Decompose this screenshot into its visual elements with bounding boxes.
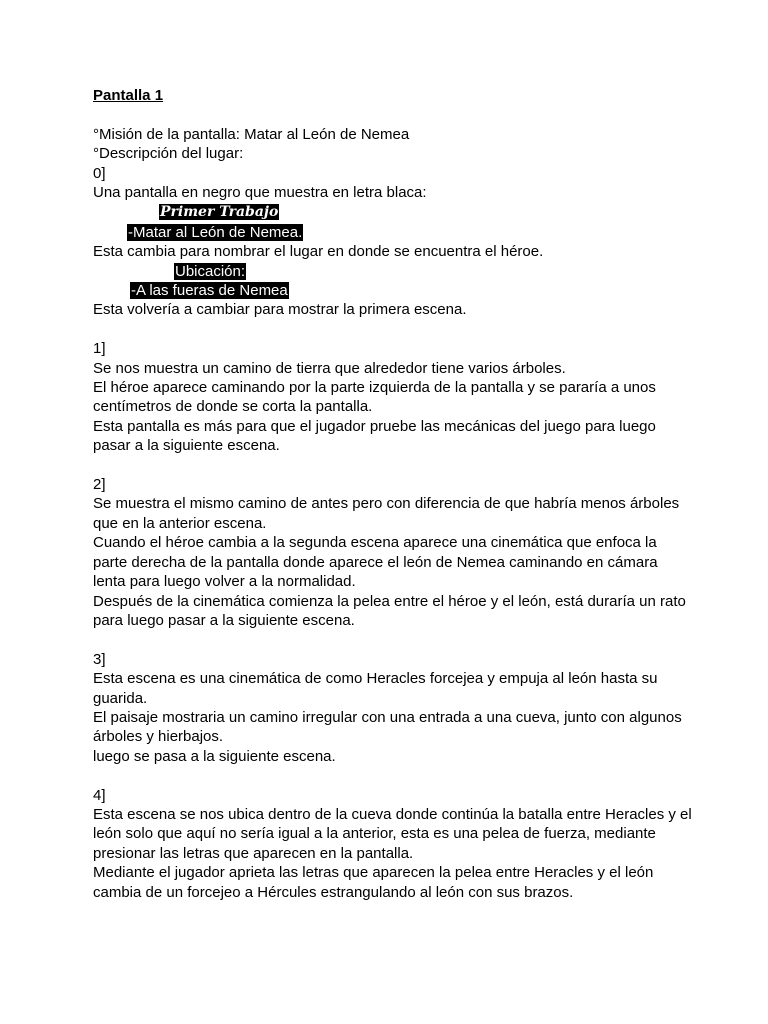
mission-line: °Misión de la pantalla: Matar al León de Nemea bbox=[93, 125, 410, 143]
scene-0-transition-2: Esta volvería a cambiar para mostrar la primera escena. bbox=[93, 301, 467, 319]
scene-1-label: 1] bbox=[93, 340, 106, 358]
highlight-fueras-nemea: -A las fueras de Nemea bbox=[131, 282, 288, 300]
highlight-matar-leon: -Matar al León de Nemea. bbox=[128, 223, 303, 241]
scene-0-intro: Una pantalla en negro que muestra en letra blaca: bbox=[93, 184, 427, 202]
scene-1-paragraph-1: Se nos muestra un camino de tierra que alrededor tiene varios árboles. bbox=[93, 359, 566, 377]
scene-4-paragraph-2: Mediante el jugador aprieta las letras que aparecen la pelea entre Heracles y el león cambia de un forcejeo a Hércules estrangulando al león con sus brazos. bbox=[93, 864, 654, 901]
scene-2-label: 2] bbox=[93, 476, 106, 494]
spacer bbox=[93, 320, 693, 339]
spacer bbox=[93, 766, 693, 785]
spacer bbox=[93, 630, 693, 649]
scene-0-transition-1: Esta cambia para nombrar el lugar en donde se encuentra el héroe. bbox=[93, 243, 544, 261]
scene-2-paragraph-3: Después de la cinemática comienza la pelea entre el héroe y el león, está duraría un rato para luego pasar a la siguiente escena. bbox=[93, 592, 686, 629]
highlight-line-3 bbox=[93, 262, 693, 281]
highlight-primer-trabajo: Primer Trabajo bbox=[160, 204, 279, 221]
spacer bbox=[93, 105, 693, 124]
scene-3-paragraph-1: Esta escena es una cinemática de como Heracles forcejea y empuja al león hasta su guarida. bbox=[93, 670, 658, 707]
scene-3-paragraph-2: El paisaje mostraria un camino irregular con una entrada a una cueva, junto con algunos árboles y hierbajos. bbox=[93, 708, 682, 746]
scene-0-label: 0] bbox=[93, 164, 106, 182]
scene-3-paragraph-3: luego se pasa a la siguiente escena. bbox=[93, 747, 336, 765]
highlight-line-4 bbox=[93, 281, 693, 300]
scene-2-paragraph-1: Se muestra el mismo camino de antes pero con diferencia de que habría menos árboles que en la anterior escena. bbox=[93, 495, 680, 532]
scene-1-paragraph-2: El héroe aparece caminando por la parte izquierda de la pantalla y se pararía a unos centímetros de donde se corta la pantalla. bbox=[93, 379, 656, 416]
scene-3-label: 3] bbox=[93, 650, 106, 668]
scene-4-paragraph-1: Esta escena se nos ubica dentro de la cueva donde continúa la batalla entre Heracles y el león solo que aquí no sería igual a la anterior, esta es una pelea de fuerza, mediante presionar las letras que aparecen en la pantalla. bbox=[93, 805, 692, 862]
highlight-line-1 bbox=[93, 202, 693, 222]
document-page bbox=[93, 86, 693, 902]
scene-1-paragraph-3: Esta pantalla es más para que el jugador pruebe las mecánicas del juego para luego pasar a la siguiente escena. bbox=[93, 417, 656, 455]
highlight-line-2 bbox=[93, 223, 693, 242]
scene-2-paragraph-2: Cuando el héroe cambia a la segunda escena aparece una cinemática que enfoca la parte derecha de la pantalla donde aparece el león de Nemea caminando en cámara lenta para luego volver a la normalidad. bbox=[93, 534, 658, 591]
place-description-line: °Descripción del lugar: bbox=[93, 145, 244, 163]
spacer bbox=[93, 456, 693, 475]
scene-4-label: 4] bbox=[93, 786, 106, 804]
page-title: Pantalla 1 bbox=[93, 87, 164, 104]
highlight-ubicacion: Ubicación: bbox=[175, 262, 246, 280]
